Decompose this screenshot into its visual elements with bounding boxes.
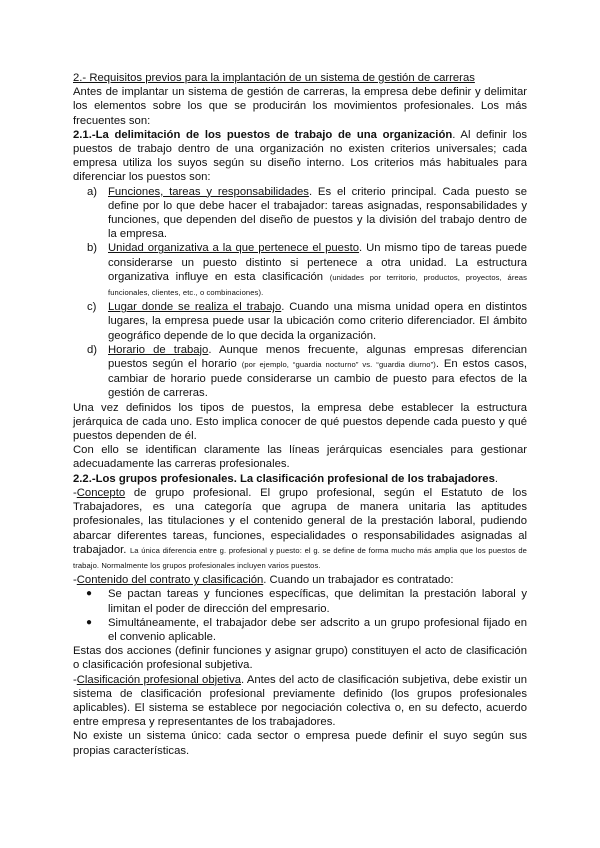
subsection-2-2-title-line: 2.2.-Los grupos profesionales. La clasificación profesional de los trabajadores. [73, 472, 499, 485]
contenido-paragraph: -Contenido del contrato y clasificación. Cuando un trabajador es contratado: [73, 574, 454, 587]
objetiva-paragraph: -Clasificación profesional objetiva. Antes del acto de clasificación subjetiva, debe existir un sistema de clasificación profesional previamente definido (los grupos profesionales aplicables). El sistema se establece por negociación colectiva o, en su defecto, acuerdo entre empresa y representantes de los trabajadores. [73, 673, 527, 729]
concepto-paragraph: -Concepto de grupo profesional. El grupo profesional, según el Estatuto de los Trabajadores, es una categoría que agrupa de manera unitaria las aptitudes profesionales, las titulaciones y el contenido general de la prestación laboral, pudiendo abarcar diferentes tareas, funciones, especialidades o responsabilidades asignadas al trabajador. La única diferencia entre g. profesional y puesto: el g. se define de forma mucho más amplia que los puestos de trabajo. Normalmente los grupos profesionales incluyen varios puestos. [73, 486, 528, 570]
subsection-2-1-paragraph [73, 128, 527, 185]
criteria-text: . Cuando una misma unidad opera en distintos lugares, la empresa puede usar la ubicación como criterio diferenciador. El ámbito geográfico depende de lo que decida la organización. [108, 301, 528, 342]
criteria-note: (por ejemplo, “guardia nocturno” vs. “guardia diurno”) [241, 360, 436, 370]
final-paragraph: No existe un sistema único: cada sector o empresa puede definir el suyo según sus propias características. [73, 730, 527, 757]
criteria-item-b [87, 241, 527, 300]
objetiva-term: Clasificación profesional objetiva [76, 673, 241, 686]
hierarchy-paragraph: Una vez definidos los tipos de puestos, la empresa debe establecer la estructura jerárquica de cada uno. Esto implica conocer de qué puestos depende cada puesto y qué puestos dependen de él. [73, 401, 527, 443]
criteria-text: . Un mismo tipo de tareas puede considerarse un puesto distinto si pertenece a otra unidad. La estructura organizativa influye en esta clasificación [108, 242, 527, 283]
section-heading: 2.- Requisitos previos para la implantación de un sistema de gestión de carreras [73, 72, 475, 84]
criteria-item-c [87, 300, 527, 343]
criteria-text-after: . En estos casos, cambiar de horario puede considerarse un cambio de puesto para efectos de la gestión de carreras. [108, 358, 527, 400]
criteria-term: Lugar donde se realiza el trabajo [108, 301, 282, 314]
bullet-item [81, 587, 527, 615]
criteria-term: Funciones, tareas y responsabilidades [108, 185, 309, 198]
list-marker: a) [87, 185, 98, 198]
list-marker: d) [87, 343, 98, 356]
contenido-term: Contenido del contrato y clasificación [76, 574, 264, 587]
criteria-item-d [87, 343, 527, 401]
intro-paragraph: Antes de implantar un sistema de gestión de carreras, la empresa debe definir y delimitar los elementos sobre los que se producirán los movimientos profesionales. Los más frecuentes son: [73, 86, 527, 127]
criteria-text: . Es el criterio principal. Cada puesto se define por lo que debe hacer el trabajador: tareas asignadas, responsabilidades y funciones, que dependen del diseño de puestos y la división del trabajo dentro de la empresa. [108, 185, 527, 241]
bullet-text: Simultáneamente, el trabajador debe ser adscrito a un grupo profesional fijado en el convenio aplicable. [108, 616, 527, 643]
bullet-icon: ● [86, 616, 93, 628]
criteria-item-a [87, 185, 527, 242]
concepto-term: Concepto [76, 486, 126, 499]
bullet-icon: ● [86, 588, 93, 600]
concepto-note: La única diferencia entre g. profesional y puesto: el g. se define de forma mucho más amplia que los puestos de trabajo. Normalmente los grupos profesionales incluyen varios puestos. [73, 545, 528, 570]
subsection-2-1-text: . Al definir los puestos de trabajo dentro de una organización no existen criterios universales; cada empresa utiliza los suyos según su diseño interno. Los criterios más habituales para diferenciar los puestos son: [73, 128, 527, 184]
criteria-term: Horario de trabajo [108, 343, 209, 356]
criteria-text: . Aunque menos frecuente, algunas empresas diferencian puestos según el horario [108, 343, 527, 371]
subsection-2-1-title: 2.1.-La delimitación de los puestos de trabajo de una organización [73, 128, 453, 141]
list-marker: b) [87, 242, 98, 255]
bullet-item [81, 616, 527, 644]
bullet-text: Se pactan tareas y funciones específicas, que delimitan la prestación laboral y limitan el poder de dirección del empresario. [108, 588, 527, 615]
list-marker: c) [87, 301, 97, 314]
criteria-term: Unidad organizativa a la que pertenece el puesto [108, 242, 360, 255]
criteria-note: (unidades por territorio, productos, proyectos, áreas funcionales, clientes, etc., o combinaciones). [108, 272, 527, 298]
hierarchy-conclusion: Con ello se identifican claramente las líneas jerárquicas esenciales para gestionar adecuadamente las carreras profesionales. [73, 444, 527, 471]
subsection-2-2-title: 2.2.-Los grupos profesionales. La clasificación profesional de los trabajadores [73, 472, 495, 485]
estas-paragraph: Estas dos acciones (definir funciones y asignar grupo) constituyen el acto de clasificación o clasificación profesional subjetiva. [73, 645, 527, 672]
